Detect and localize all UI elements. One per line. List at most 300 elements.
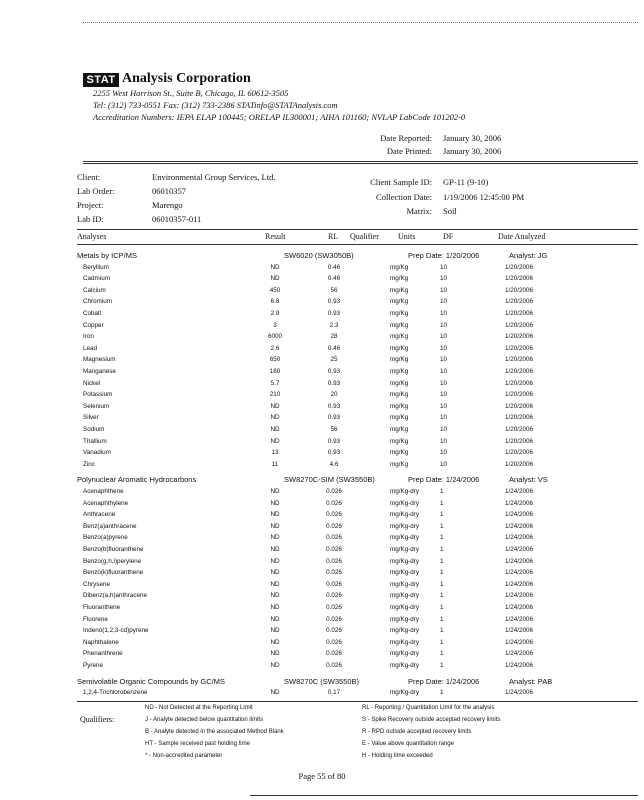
units-value: mg/Kg bbox=[390, 321, 409, 329]
date-analyzed-value: 1/20/2006 bbox=[505, 298, 534, 306]
df-value: 10 bbox=[440, 356, 448, 364]
lab-id-label: Lab ID: bbox=[77, 214, 104, 224]
analyte-name: Naphthalene bbox=[83, 638, 119, 646]
units-value: mg/Kg bbox=[390, 356, 409, 364]
section-header bbox=[0, 250, 644, 261]
result-value: ND bbox=[270, 546, 280, 553]
df-value: 1 bbox=[440, 546, 444, 553]
date-analyzed-value: 1/20/2006 bbox=[505, 310, 534, 317]
analyte-name: Lead bbox=[83, 344, 98, 352]
units-value: mg/Kg-dry bbox=[390, 580, 420, 588]
rl-value: 0.93 bbox=[327, 449, 341, 457]
df-value: 1 bbox=[440, 511, 444, 519]
company-contact: Tel: (312) 733-0551 Fax: (312) 733-2386 STATinfo@STATAnalysis.com bbox=[93, 100, 338, 110]
date-analyzed-value: 1/24/2006 bbox=[505, 592, 534, 600]
col-result: Result bbox=[265, 232, 286, 241]
date-analyzed-value: 1/24/2006 bbox=[505, 615, 534, 623]
section-method: SW8270C-SIM (SW3550B) bbox=[284, 475, 375, 485]
rl-value: 0.026 bbox=[326, 557, 342, 565]
df-value: 10 bbox=[440, 263, 448, 271]
result-value: ND bbox=[270, 488, 280, 495]
date-analyzed-value: 1/20/2006 bbox=[505, 379, 534, 387]
df-value: 1 bbox=[440, 580, 444, 588]
company-address: 2255 West Harrison St., Suite B, Chicago, IL 60612-3505 bbox=[93, 88, 289, 98]
scan-bottom-line bbox=[250, 795, 638, 796]
result-value: 450 bbox=[269, 286, 281, 294]
date-analyzed-value: 1/20/2006 bbox=[505, 321, 534, 329]
section-method: SW6020 (SW3050B) bbox=[284, 251, 354, 260]
table-row bbox=[0, 401, 644, 412]
result-value: ND bbox=[270, 604, 280, 611]
date-analyzed-value: 1/20/2006 bbox=[505, 275, 534, 283]
client-label: Client: bbox=[77, 172, 101, 182]
date-analyzed-value: 1/24/2006 bbox=[505, 662, 534, 669]
result-value: ND bbox=[270, 522, 280, 530]
table-row bbox=[0, 459, 644, 470]
rl-value: 0.93 bbox=[327, 414, 341, 422]
table-row bbox=[0, 320, 644, 331]
rl-value: 0.026 bbox=[326, 546, 342, 553]
rl-value: 0.026 bbox=[326, 650, 342, 658]
table-row bbox=[0, 579, 644, 590]
units-value: mg/Kg bbox=[390, 344, 409, 352]
page-number: Page 55 of 80 bbox=[298, 771, 346, 781]
rl-value: 0.46 bbox=[327, 263, 341, 271]
analyte-name: Chrysene bbox=[83, 580, 110, 588]
rl-value: 0.93 bbox=[327, 437, 341, 445]
date-reported-value: January 30, 2006 bbox=[443, 133, 502, 143]
header-divider bbox=[83, 161, 638, 162]
analyte-name: Thallium bbox=[83, 437, 107, 445]
analyte-name: Anthracene bbox=[83, 511, 116, 519]
rl-value: 0.026 bbox=[326, 534, 342, 542]
table-row bbox=[0, 366, 644, 377]
table-row bbox=[0, 378, 644, 389]
units-value: mg/Kg bbox=[390, 333, 409, 341]
rl-value: 0.93 bbox=[327, 310, 341, 317]
analyte-name: Calcium bbox=[83, 286, 106, 294]
units-value: mg/Kg bbox=[390, 426, 409, 433]
units-value: mg/Kg-dry bbox=[390, 638, 420, 646]
units-value: mg/Kg-dry bbox=[390, 488, 420, 495]
units-value: mg/Kg-dry bbox=[390, 557, 420, 565]
df-value: 10 bbox=[440, 426, 448, 433]
date-printed-label: Date Printed: bbox=[386, 146, 432, 156]
df-value: 10 bbox=[440, 391, 448, 399]
units-value: mg/Kg-dry bbox=[390, 689, 420, 697]
analyte-name: Sodium bbox=[83, 426, 105, 433]
df-value: 10 bbox=[440, 286, 448, 294]
date-analyzed-value: 1/20/2006 bbox=[505, 426, 534, 433]
table-row bbox=[0, 556, 644, 567]
analyte-name: Acenaphthene bbox=[83, 488, 124, 495]
units-value: mg/Kg-dry bbox=[390, 662, 420, 669]
table-row bbox=[0, 296, 644, 307]
lab-order-value: 06010357 bbox=[152, 186, 186, 196]
result-value: 6.8 bbox=[270, 298, 280, 306]
date-analyzed-value: 1/20/2006 bbox=[505, 449, 534, 457]
result-value: 650 bbox=[269, 356, 281, 364]
analyte-name: Benzo(k)fluoranthene bbox=[83, 569, 144, 577]
date-analyzed-value: 1/24/2006 bbox=[505, 534, 534, 542]
rl-value: 56 bbox=[330, 426, 338, 433]
rl-value: 0.93 bbox=[327, 402, 341, 410]
units-value: mg/Kg bbox=[390, 298, 409, 306]
result-value: 2.6 bbox=[270, 344, 280, 352]
section-analyst: Analyst: VS bbox=[509, 475, 548, 485]
date-analyzed-value: 1/20/2006 bbox=[505, 391, 534, 399]
df-value: 1 bbox=[440, 592, 444, 600]
rl-value: 0.026 bbox=[326, 615, 342, 623]
result-value: ND bbox=[270, 615, 280, 623]
date-analyzed-value: 1/24/2006 bbox=[505, 569, 534, 577]
info-divider bbox=[77, 229, 638, 230]
analyte-name: Nickel bbox=[83, 379, 101, 387]
qualifiers-divider bbox=[77, 701, 638, 702]
analyte-name: Selenium bbox=[83, 402, 110, 410]
result-value: ND bbox=[270, 557, 280, 565]
analyte-name: Fluoranthene bbox=[83, 604, 121, 611]
table-row bbox=[0, 509, 644, 520]
rl-value: 25 bbox=[330, 356, 338, 364]
rl-value: 56 bbox=[330, 286, 338, 294]
project-value: Marengo bbox=[152, 200, 183, 210]
result-value: ND bbox=[270, 414, 280, 422]
rl-value: 0.026 bbox=[326, 499, 342, 507]
result-value: ND bbox=[270, 627, 280, 635]
client-value: Environmental Group Services, Ltd. bbox=[152, 172, 276, 182]
analyte-name: Chromium bbox=[83, 298, 113, 306]
df-value: 10 bbox=[440, 321, 448, 329]
section-title: Semivolatile Organic Compounds by GC/MS bbox=[77, 676, 225, 686]
result-value: ND bbox=[270, 499, 280, 507]
date-analyzed-value: 1/24/2006 bbox=[505, 557, 534, 565]
table-row bbox=[0, 308, 644, 319]
table-row bbox=[0, 389, 644, 400]
rl-value: 2.3 bbox=[329, 321, 339, 329]
units-value: mg/Kg-dry bbox=[390, 627, 420, 635]
table-row bbox=[0, 602, 644, 613]
df-value: 1 bbox=[440, 689, 444, 697]
section-analyst: Analyst: PAB bbox=[509, 676, 553, 686]
date-analyzed-value: 1/24/2006 bbox=[505, 499, 534, 507]
units-value: mg/Kg bbox=[390, 263, 409, 271]
result-value: 180 bbox=[269, 368, 281, 375]
date-analyzed-value: 1/24/2006 bbox=[505, 580, 534, 588]
matrix-label: Matrix: bbox=[406, 206, 432, 216]
rl-value: 0.026 bbox=[326, 604, 342, 611]
result-value: ND bbox=[270, 426, 280, 433]
analyte-name: Benzo(b)fluoranthene bbox=[83, 546, 144, 553]
table-row bbox=[0, 331, 644, 342]
table-row bbox=[0, 436, 644, 447]
table-row bbox=[0, 567, 644, 578]
df-value: 10 bbox=[440, 368, 448, 375]
rl-value: 4.6 bbox=[329, 460, 339, 468]
result-value: ND bbox=[270, 263, 280, 271]
result-value: 11 bbox=[271, 460, 279, 468]
units-value: mg/Kg bbox=[390, 275, 409, 283]
analyte-name: Magnesium bbox=[83, 356, 116, 364]
table-row bbox=[0, 486, 644, 497]
table-row bbox=[0, 343, 644, 354]
section-prep-date: Prep Date: 1/24/2006 bbox=[408, 676, 480, 686]
qualifier-note: * - Non-accredited parameter bbox=[145, 753, 223, 759]
units-value: mg/Kg-dry bbox=[390, 499, 420, 507]
analyte-name: Potassium bbox=[83, 391, 113, 399]
date-analyzed-value: 1/20/2006 bbox=[505, 414, 534, 422]
analyte-name: Dibenz(a,h)anthracene bbox=[83, 592, 148, 600]
df-value: 10 bbox=[440, 437, 448, 445]
rl-value: 0.026 bbox=[326, 580, 342, 588]
rl-value: 0.026 bbox=[326, 662, 342, 669]
collection-date-label: Collection Date: bbox=[376, 192, 432, 202]
units-value: mg/Kg bbox=[390, 368, 409, 375]
units-value: mg/Kg-dry bbox=[390, 650, 420, 658]
result-value: 5.7 bbox=[270, 379, 280, 387]
df-value: 1 bbox=[440, 534, 444, 542]
units-value: mg/Kg bbox=[390, 414, 409, 422]
table-row bbox=[0, 532, 644, 543]
result-value: 6000 bbox=[267, 333, 282, 341]
rl-value: 0.46 bbox=[327, 275, 341, 283]
analyte-name: Pyrene bbox=[83, 662, 103, 669]
section-prep-date: Prep Date: 1/20/2006 bbox=[408, 251, 480, 260]
analyte-name: Manganese bbox=[83, 368, 116, 375]
table-row bbox=[0, 660, 644, 671]
units-value: mg/Kg-dry bbox=[390, 569, 420, 577]
df-value: 10 bbox=[440, 379, 448, 387]
table-row bbox=[0, 521, 644, 532]
table-row bbox=[0, 590, 644, 601]
analyte-name: Fluorene bbox=[83, 615, 108, 623]
table-row bbox=[0, 262, 644, 273]
date-analyzed-value: 1/24/2006 bbox=[505, 650, 534, 658]
df-value: 10 bbox=[440, 414, 448, 422]
date-analyzed-value: 1/20/2006 bbox=[505, 286, 534, 294]
analyte-name: Vanadium bbox=[83, 449, 111, 457]
table-row bbox=[0, 285, 644, 296]
table-row bbox=[0, 412, 644, 423]
analyte-name: Indeno(1,2,3-cd)pyrene bbox=[83, 627, 149, 635]
rl-value: 0.93 bbox=[327, 368, 341, 375]
result-value: ND bbox=[270, 580, 280, 588]
table-row bbox=[0, 614, 644, 625]
rl-value: 0.026 bbox=[326, 638, 342, 646]
units-value: mg/Kg-dry bbox=[390, 511, 420, 519]
units-value: mg/Kg bbox=[390, 460, 409, 468]
qualifier-note: R - RPD outside accepted recovery limits bbox=[362, 729, 472, 735]
units-value: mg/Kg bbox=[390, 310, 409, 317]
date-analyzed-value: 1/20/2006 bbox=[505, 402, 534, 410]
result-value: ND bbox=[270, 402, 280, 410]
date-analyzed-value: 1/20/2006 bbox=[505, 460, 534, 468]
rl-value: 0.93 bbox=[327, 298, 341, 306]
result-value: ND bbox=[270, 511, 280, 519]
date-analyzed-value: 1/24/2006 bbox=[505, 604, 534, 611]
table-row bbox=[0, 648, 644, 659]
date-analyzed-value: 1/24/2006 bbox=[505, 488, 534, 495]
qualifier-note: E - Value above quantitation range bbox=[362, 741, 454, 747]
qualifier-note: J - Analyte detected below quantitation limits bbox=[145, 717, 264, 723]
header-divider-2 bbox=[83, 163, 638, 164]
project-label: Project: bbox=[77, 200, 104, 210]
rl-value: 0.17 bbox=[327, 689, 341, 697]
analyte-name: Silver bbox=[83, 414, 99, 422]
date-analyzed-value: 1/24/2006 bbox=[505, 546, 534, 553]
table-row bbox=[0, 354, 644, 365]
col-date-analyzed: Date Analyzed bbox=[498, 232, 546, 241]
matrix-value: Soil bbox=[443, 206, 457, 216]
analyte-name: Iron bbox=[83, 333, 94, 341]
qualifiers-label: Qualifiers: bbox=[80, 715, 115, 724]
qualifier-note: S - Spike Recovery outside accepted recovery limits bbox=[362, 717, 501, 723]
units-value: mg/Kg-dry bbox=[390, 592, 420, 600]
table-row bbox=[0, 424, 644, 435]
df-value: 1 bbox=[440, 662, 444, 669]
df-value: 1 bbox=[440, 499, 444, 507]
df-value: 1 bbox=[440, 522, 444, 530]
analyte-name: Cobalt bbox=[83, 310, 102, 317]
section-analyst: Analyst: JG bbox=[509, 251, 548, 260]
rl-value: 28 bbox=[330, 333, 338, 341]
rl-value: 0.026 bbox=[326, 488, 342, 495]
date-analyzed-value: 1/20/2006 bbox=[505, 437, 534, 445]
sample-id-label: Client Sample ID: bbox=[370, 177, 432, 187]
analyte-name: Benzo(g,h,i)perylene bbox=[83, 557, 142, 565]
units-value: mg/Kg-dry bbox=[390, 546, 420, 553]
date-printed-value: January 30, 2006 bbox=[443, 146, 502, 156]
df-value: 10 bbox=[440, 402, 448, 410]
rl-value: 0.026 bbox=[326, 511, 342, 519]
collection-date-value: 1/19/2006 12:45:00 PM bbox=[443, 192, 525, 202]
table-row bbox=[0, 544, 644, 555]
rl-value: 0.93 bbox=[327, 379, 341, 387]
result-value: ND bbox=[270, 569, 280, 577]
df-value: 1 bbox=[440, 604, 444, 611]
result-value: 210 bbox=[269, 391, 281, 399]
date-reported-label: Date Reported: bbox=[380, 133, 432, 143]
table-row bbox=[0, 625, 644, 636]
result-value: ND bbox=[270, 275, 280, 283]
result-value: ND bbox=[270, 437, 280, 445]
units-value: mg/Kg bbox=[390, 402, 409, 410]
df-value: 1 bbox=[440, 557, 444, 565]
df-value: 1 bbox=[440, 488, 444, 495]
rl-value: 0.026 bbox=[326, 569, 342, 577]
units-value: mg/Kg bbox=[390, 379, 409, 387]
table-row bbox=[0, 498, 644, 509]
qualifier-note: ND - Not Detected at the Reporting Limit bbox=[145, 705, 253, 711]
df-value: 10 bbox=[440, 460, 448, 468]
analyte-name: Beryllium bbox=[83, 263, 109, 271]
df-value: 10 bbox=[440, 310, 448, 317]
result-value: 13 bbox=[271, 449, 279, 457]
section-prep-date: Prep Date: 1/24/2006 bbox=[408, 475, 480, 485]
result-value: ND bbox=[270, 650, 280, 658]
result-value: 2.9 bbox=[270, 310, 280, 317]
units-value: mg/Kg-dry bbox=[390, 522, 420, 530]
rl-value: 20 bbox=[330, 391, 338, 399]
result-value: 3 bbox=[273, 321, 277, 329]
result-value: ND bbox=[270, 638, 280, 646]
rl-value: 0.46 bbox=[327, 344, 341, 352]
date-analyzed-value: 1/20/2006 bbox=[505, 333, 534, 341]
col-rl: RL bbox=[328, 232, 339, 241]
df-value: 1 bbox=[440, 627, 444, 635]
analyte-name: Cadmium bbox=[83, 275, 110, 283]
date-analyzed-value: 1/20/2006 bbox=[505, 356, 534, 364]
section-title: Metals by ICP/MS bbox=[77, 251, 138, 260]
date-analyzed-value: 1/24/2006 bbox=[505, 689, 534, 697]
col-units: Units bbox=[398, 232, 416, 241]
col-qualifier: Qualifier bbox=[350, 232, 379, 241]
section-header bbox=[0, 474, 644, 485]
rl-value: 0.026 bbox=[326, 522, 342, 530]
company-name: Analysis Corporation bbox=[122, 71, 251, 86]
result-value: ND bbox=[270, 592, 280, 600]
df-value: 10 bbox=[440, 344, 448, 352]
column-header-divider bbox=[77, 244, 638, 245]
col-df: DF bbox=[443, 232, 454, 241]
result-value: ND bbox=[270, 689, 280, 697]
qualifier-note: H - Holding time exceeded bbox=[362, 753, 433, 759]
analyte-name: 1,2,4-Trichlorobenzene bbox=[83, 689, 148, 697]
date-analyzed-value: 1/24/2006 bbox=[505, 627, 534, 635]
analyte-name: Phenanthrene bbox=[83, 650, 123, 658]
units-value: mg/Kg-dry bbox=[390, 615, 420, 623]
analyte-name: Benz(a)anthracene bbox=[83, 522, 137, 530]
qualifier-note: B - Analyte detected in the associated Method Blank bbox=[145, 729, 284, 735]
lab-order-label: Lab Order: bbox=[77, 186, 115, 196]
result-value: ND bbox=[270, 534, 280, 542]
rl-value: 0.026 bbox=[326, 592, 342, 600]
table-row bbox=[0, 637, 644, 648]
date-analyzed-value: 1/24/2006 bbox=[505, 511, 534, 519]
table-row bbox=[0, 273, 644, 284]
df-value: 10 bbox=[440, 449, 448, 457]
df-value: 10 bbox=[440, 275, 448, 283]
rl-value: 0.026 bbox=[326, 627, 342, 635]
units-value: mg/Kg-dry bbox=[390, 534, 420, 542]
result-value: ND bbox=[270, 662, 280, 669]
analyte-name: Acenaphthylene bbox=[83, 499, 129, 507]
table-row bbox=[0, 447, 644, 458]
qualifier-note: RL - Reporting / Quantitation Limit for the analysis bbox=[362, 705, 495, 711]
section-header bbox=[0, 676, 644, 687]
stat-logo: STAT bbox=[83, 73, 119, 87]
df-value: 10 bbox=[440, 298, 448, 306]
lab-id-value: 06010357-011 bbox=[152, 214, 202, 224]
table-row bbox=[0, 687, 644, 698]
section-title: Polynuclear Aromatic Hydrocarbons bbox=[77, 475, 197, 485]
date-analyzed-value: 1/20/2006 bbox=[505, 263, 534, 271]
units-value: mg/Kg bbox=[390, 437, 409, 445]
df-value: 10 bbox=[440, 333, 448, 341]
col-analyses: Analyses bbox=[77, 232, 107, 241]
sample-id-value: GP-11 (9-10) bbox=[443, 177, 489, 187]
date-analyzed-value: 1/24/2006 bbox=[505, 522, 534, 530]
scan-top-line bbox=[83, 22, 638, 23]
analyte-name: Benzo(a)pyrene bbox=[83, 534, 128, 542]
units-value: mg/Kg-dry bbox=[390, 604, 420, 611]
df-value: 1 bbox=[440, 650, 444, 658]
date-analyzed-value: 1/20/2006 bbox=[505, 368, 534, 375]
df-value: 1 bbox=[440, 615, 444, 623]
date-analyzed-value: 1/20/2006 bbox=[505, 344, 534, 352]
company-accreditation: Accreditation Numbers: IEPA ELAP 100445; ORELAP IL300001; AIHA 101160; NVLAP LabCode 101202-0 bbox=[93, 112, 466, 122]
analyte-name: Copper bbox=[83, 321, 104, 329]
